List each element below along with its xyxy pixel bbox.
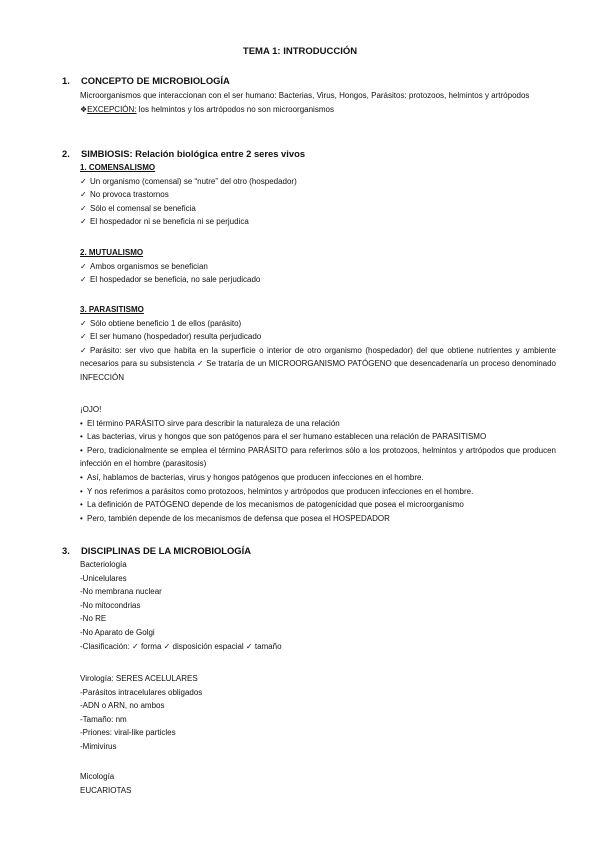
section-1-heading <box>62 75 230 86</box>
list-item: -No mitocondrias <box>80 600 141 610</box>
list-item: -Clasificación: ✓ forma ✓ disposición espacial ✓ tamaño <box>80 641 282 651</box>
list-item <box>80 188 556 202</box>
check-icon: ✓ <box>80 345 87 355</box>
bullet-icon: • <box>80 500 83 510</box>
list-item-text: No provoca trastornos <box>90 190 169 200</box>
section-2-heading <box>62 148 305 159</box>
bullet-item <box>80 471 556 485</box>
bullet-icon: • <box>80 445 83 455</box>
exception-text: los helmintos y los artrópodos no son microorganismos <box>136 104 334 114</box>
list-item <box>80 215 556 229</box>
comensalismo-title: 1. COMENSALISMO <box>80 163 156 172</box>
bacteriologia-title: Bacteriología <box>80 560 127 569</box>
list-item: -Mimivirus <box>80 741 117 751</box>
bullet-icon: • <box>80 513 83 523</box>
bullet-item <box>80 444 556 471</box>
bullet-icon: • <box>80 432 83 442</box>
exception-line <box>80 103 556 117</box>
list-item <box>80 202 556 216</box>
comensalismo-block <box>80 161 556 229</box>
bullet-item <box>80 498 556 512</box>
check-icon: ✓ <box>80 275 87 285</box>
list-item-text: Ambos organismos se benefician <box>90 261 208 271</box>
ojo-block <box>80 403 556 525</box>
section-2-number: 2. <box>62 148 70 159</box>
section-1-title: CONCEPTO DE MICROBIOLOGÍA <box>81 75 230 86</box>
list-item <box>80 175 556 189</box>
list-item <box>80 273 556 287</box>
bullet-text: La definición de PATÓGENO depende de los mecanismos de patogenicidad que posea el microorganismo <box>87 500 464 510</box>
list-item: EUCARIOTAS <box>80 785 132 795</box>
section-1-number: 1. <box>62 75 70 86</box>
micologia-title: Micología <box>80 772 115 781</box>
virologia-title: Virología: SERES ACELULARES <box>80 674 198 683</box>
list-item: -Parásitos intracelulares obligados <box>80 687 203 697</box>
document-title: TEMA 1: INTRODUCCIÓN <box>242 46 358 57</box>
list-item <box>80 344 556 385</box>
mutualismo-block <box>80 246 556 287</box>
section-1-text: Microorganismos que interaccionan con el ser humano: Bacterias, Virus, Hongos, Parásitos: protozoos, helmintos y artrópodos <box>80 91 530 100</box>
check-icon: ✓ <box>80 261 87 271</box>
parasitismo-block <box>80 303 556 385</box>
list-item: -Unicelulares <box>80 573 127 583</box>
exception-label: EXCEPCIÓN: <box>87 104 137 114</box>
bullet-text: El término PARÁSITO sirve para describir la naturaleza de una relación <box>87 418 340 428</box>
virologia-block <box>80 672 556 754</box>
micologia-block <box>80 770 556 797</box>
bullet-icon: • <box>80 418 83 428</box>
bullet-item <box>80 512 556 526</box>
mutualismo-title: 2. MUTUALISMO <box>80 248 144 257</box>
check-icon: ✓ <box>80 176 87 186</box>
list-item: -ADN o ARN, no ambos <box>80 701 165 711</box>
list-item-text: El hospedador ni se beneficia ni se perjudica <box>90 217 249 227</box>
list-item: -Tamaño: nm <box>80 714 127 724</box>
list-item: -No RE <box>80 614 107 624</box>
check-icon: ✓ <box>80 190 87 200</box>
section-3-heading <box>62 545 251 556</box>
section-1-body <box>80 89 556 116</box>
list-item <box>80 330 556 344</box>
bacteriologia-block <box>80 558 556 653</box>
section-2-title: SIMBIOSIS: Relación biológica entre 2 seres vivos <box>81 148 306 159</box>
parasito-definition: Parásito: ser vivo que habita en la superficie o interior de otro organismo (hospedador) del que obtiene nutrientes y ambiente necesarios para su subsistencia ✓ Se trataría de un MICROORGANISMO PATÓGENO que desencadenaría un proceso denominado INFECCIÓN <box>80 345 556 382</box>
list-item: -No Aparato de Golgi <box>80 627 155 637</box>
bullet-item <box>80 417 556 431</box>
bullet-item <box>80 485 556 499</box>
bullet-text: Pero, tradicionalmente se emplea el término PARÁSITO para referirnos sólo a los protozoos, helmintos y artrópodos que producen infección en el hombre (parasitosis) <box>80 445 556 469</box>
bullet-text: Así, hablamos de bacterias, virus y hongos patógenos que producen infecciones en el hombre. <box>87 472 424 482</box>
list-item-text: Sólo el comensal se beneficia <box>90 203 196 213</box>
list-item-text: Un organismo (comensal) se “nutre” del otro (hospedador) <box>90 176 297 186</box>
bullet-text: Pero, también depende de los mecanismos de defensa que posea el HOSPEDADOR <box>87 513 390 523</box>
list-item <box>80 317 556 331</box>
check-icon: ✓ <box>80 332 87 342</box>
diamond-bullet-icon: ❖ <box>80 104 88 114</box>
section-3-title: DISCIPLINAS DE LA MICROBIOLOGÍA <box>81 545 251 556</box>
check-icon: ✓ <box>80 203 87 213</box>
list-item-text: El hospedador se beneficia, no sale perjudicado <box>90 275 261 285</box>
check-icon: ✓ <box>80 217 87 227</box>
list-item-text: Sólo obtiene beneficio 1 de ellos (parásito) <box>90 318 242 328</box>
bullet-text: Y nos referimos a parásitos como protozoos, helmintos y artrópodos que producen infecciones en el hombre. <box>87 486 474 496</box>
bullet-icon: • <box>80 486 83 496</box>
bullet-icon: • <box>80 472 83 482</box>
bullet-item <box>80 430 556 444</box>
list-item: -No membrana nuclear <box>80 587 162 597</box>
bullet-text: Las bacterias, virus y hongos que son patógenos para el ser humano establecen una relación de PARASITISMO <box>87 432 487 442</box>
ojo-title: ¡OJO! <box>80 405 102 414</box>
list-item <box>80 260 556 274</box>
list-item-text: El ser humano (hospedador) resulta perjudicado <box>90 332 262 342</box>
section-3-number: 3. <box>62 545 70 556</box>
list-item: -Priones: viral-like particles <box>80 728 176 738</box>
parasitismo-title: 3. PARASITISMO <box>80 305 144 314</box>
check-icon: ✓ <box>80 318 87 328</box>
